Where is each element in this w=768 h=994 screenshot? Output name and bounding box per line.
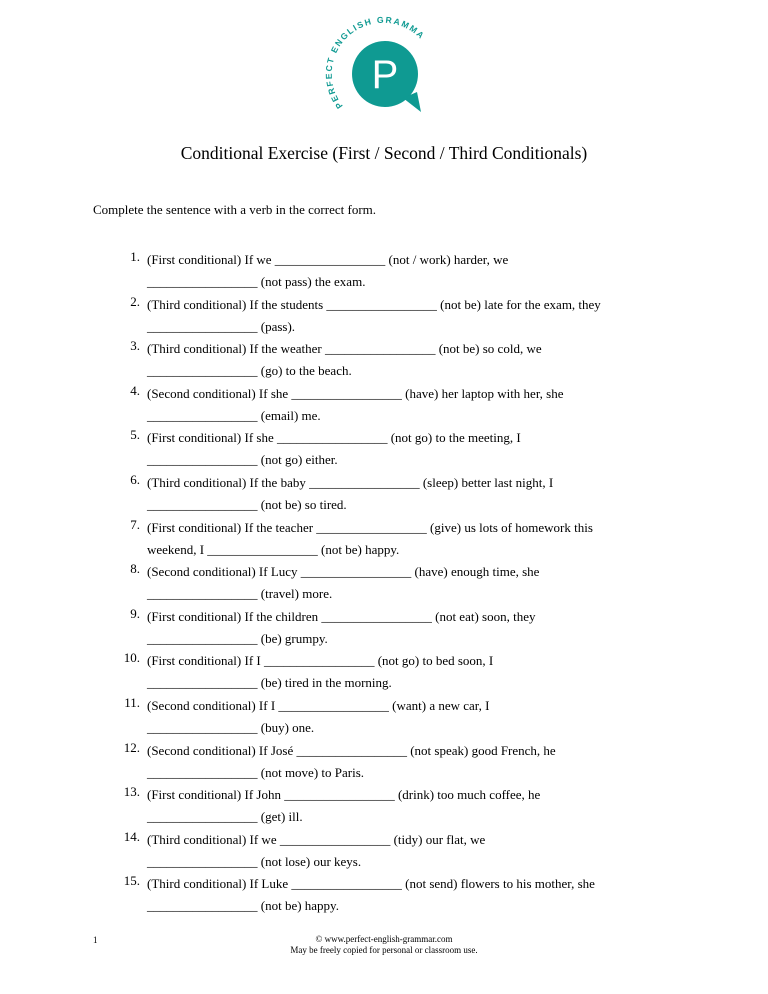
item-text-line-2: _________________ (buy) one.	[147, 719, 315, 735]
footer	[0, 934, 768, 956]
item-number: 14.	[123, 828, 140, 844]
item-text-line-2: _________________ (not lose) our keys.	[147, 853, 362, 869]
exercise-item	[93, 784, 693, 829]
exercise-item	[93, 606, 693, 651]
item-text-line-2: _________________ (go) to the beach.	[147, 363, 352, 379]
item-number: 5.	[130, 427, 140, 443]
logo-letter: P	[371, 53, 399, 97]
brand-logo	[323, 14, 439, 114]
exercise-item	[93, 873, 693, 918]
item-number: 4.	[130, 382, 140, 398]
item-number: 2.	[130, 293, 140, 309]
exercise-item	[93, 517, 693, 562]
logo-arc-text: PERFECT ENGLISH GRAMMA	[323, 14, 428, 111]
item-text-line-1: (First conditional) If John _________________ (drink) too much coffee, he	[147, 787, 541, 803]
page-number: 1	[93, 935, 98, 945]
exercise-item	[93, 829, 693, 874]
exercise-item	[93, 338, 693, 383]
item-number: 6.	[130, 471, 140, 487]
exercise-item	[93, 427, 693, 472]
item-text-line-2: _________________ (be) grumpy.	[147, 630, 328, 646]
item-text-line-2: _________________ (travel) more.	[147, 586, 333, 602]
item-text-line-1: (Third conditional) If we _________________ (tidy) our flat, we	[147, 831, 486, 847]
item-text-line-2: _________________ (email) me.	[147, 407, 321, 423]
item-text-line-2: _________________ (be) tired in the morning.	[147, 675, 392, 691]
exercise-item	[93, 249, 693, 294]
item-text-line-2: _________________ (get) ill.	[147, 809, 303, 825]
item-text-line-1: (Third conditional) If the students _________________ (not be) late for the exam, they	[147, 296, 601, 312]
item-text-line-1: (First conditional) If the children _________________ (not eat) soon, they	[147, 608, 536, 624]
item-text-line-1: (Third conditional) If Luke _________________ (not send) flowers to his mother, she	[147, 876, 595, 892]
footer-copyright: © www.perfect-english-grammar.com	[315, 934, 453, 944]
item-text-line-2: _________________ (not go) either.	[147, 452, 338, 468]
item-text-line-1: (Third conditional) If the baby _________________ (sleep) better last night, I	[147, 474, 554, 490]
item-text-line-2: _________________ (not be) so tired.	[147, 496, 347, 512]
item-text-line-2: _________________ (not be) happy.	[147, 898, 339, 914]
footer-usage-note: May be freely copied for personal or classroom use.	[290, 945, 478, 955]
exercise-item	[93, 561, 693, 606]
item-number: 7.	[130, 516, 140, 532]
exercise-item	[93, 472, 693, 517]
item-number: 8.	[130, 561, 140, 577]
exercise-item	[93, 650, 693, 695]
page-title: Conditional Exercise (First / Second / Third Conditionals)	[180, 143, 588, 163]
item-text-line-2: _________________ (pass).	[147, 318, 296, 334]
item-text-line-1: (Third conditional) If the weather _________________ (not be) so cold, we	[147, 341, 542, 357]
item-text-line-1: (First conditional) If I _________________ (not go) to bed soon, I	[147, 653, 494, 669]
item-text-line-1: (Second conditional) If she _________________ (have) her laptop with her, she	[147, 385, 564, 401]
item-text-line-1: (First conditional) If the teacher _________________ (give) us lots of homework this	[147, 519, 593, 535]
item-number: 13.	[123, 784, 140, 800]
item-text-line-1: (Second conditional) If José _________________ (not speak) good French, he	[147, 742, 556, 758]
exercise-item	[93, 294, 693, 339]
item-number: 9.	[130, 605, 140, 621]
item-text-line-2: _________________ (not move) to Paris.	[147, 764, 365, 780]
item-text-line-2: _________________ (not pass) the exam.	[147, 274, 366, 289]
item-number: 3.	[130, 338, 140, 354]
item-number: 11.	[124, 694, 140, 710]
item-text-line-1: (First conditional) If we _________________ (not / work) harder, we	[147, 252, 509, 267]
item-number: 12.	[123, 739, 140, 755]
item-text-line-2: weekend, I _________________ (not be) happy.	[147, 541, 400, 557]
item-text-line-1: (Second conditional) If Lucy _________________ (have) enough time, she	[147, 564, 540, 580]
exercise-item	[93, 383, 693, 428]
item-text-line-1: (Second conditional) If I _________________ (want) a new car, I	[147, 697, 490, 713]
item-text-line-1: (First conditional) If she _________________ (not go) to the meeting, I	[147, 430, 521, 446]
item-number: 15.	[123, 873, 140, 889]
exercise-item	[93, 740, 693, 785]
exercise-item	[93, 695, 693, 740]
instruction-text: Complete the sentence with a verb in the correct form.	[93, 202, 377, 217]
item-number: 1.	[130, 249, 140, 264]
exercise-list	[93, 249, 693, 918]
item-number: 10.	[123, 650, 140, 666]
